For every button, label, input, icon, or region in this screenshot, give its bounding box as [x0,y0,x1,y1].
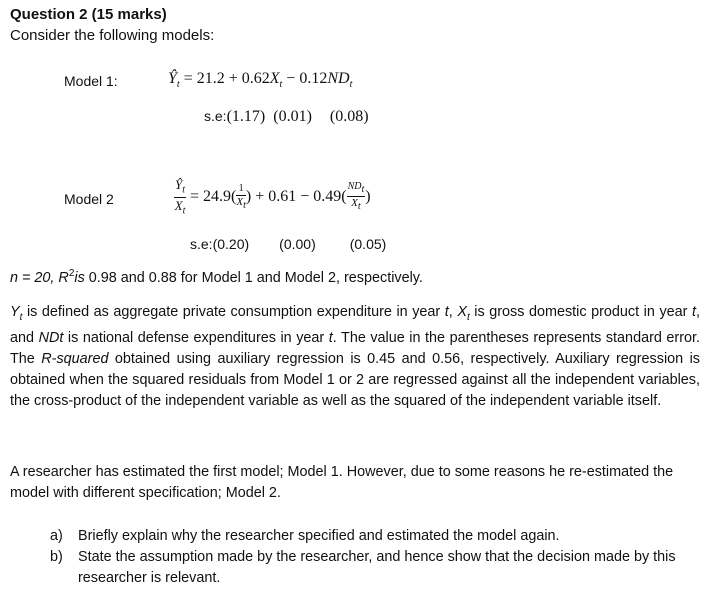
question-intro: Consider the following models: [10,27,215,44]
sample-stats: n = 20, $R^2is$ 0.98 and 0.88 for Model 1 and Model 2, respectively. [10,268,423,286]
task-list [50,526,700,589]
model2-equation: $\frac{Ŷ_t}{X_t}$ = 24.9( $\frac{1}{X_t}$ ) + 0.61 − 0.49( $\frac{ND_t}{X_t}$ ) [174,177,371,217]
model1-equation: $Ŷ_t = 21.2 + 0.62X_t - 0.12ND_t$ [168,70,353,91]
inverse-x-fraction: $\frac{1}{X_t}$ [236,182,246,211]
model2-standard-errors: s.e:(0.20) (0.00) (0.05) [190,236,387,252]
lhs-fraction: $\frac{Ŷ_t}{X_t}$ [174,177,186,217]
variable-definitions: $Y_t$ is defined as aggregate private consumption expenditure in year t, $X_t$ is gross domestic product in year t, and NDt is national defense expenditures in year t. The value in the parentheses represents standard error. The R-squared obtained using auxiliary regression is 0.45 and 0.56, respectively. Auxiliary regression is obtained when the squared residuals from Model 1 or 2 are regressed against all the independent variables, the cross-product of the independent variable as well as the squared of the independent variable itself. [10,304,700,409]
model1-label: Model 1: [64,73,118,89]
model2-label: Model 2 [64,191,114,207]
nd-over-x-fraction: $\frac{ND_t}{X_t}$ [347,181,365,213]
model1-standard-errors: s.e:(1.17) (0.01) (0.08) [204,108,369,125]
yhat-symbol: Ŷ [168,70,177,87]
researcher-context: A researcher has estimated the first model; Model 1. However, due to some reasons he re-estimated the model with different specification; Model 2. [10,464,674,501]
list-item: a) Briefly explain why the researcher specified and estimated the model again. [50,528,560,544]
list-item: b) State the assumption made by the researcher, and hence show that the decision made by this researcher is relevant. [50,549,676,586]
question-title: Question 2 (15 marks) [10,6,167,23]
